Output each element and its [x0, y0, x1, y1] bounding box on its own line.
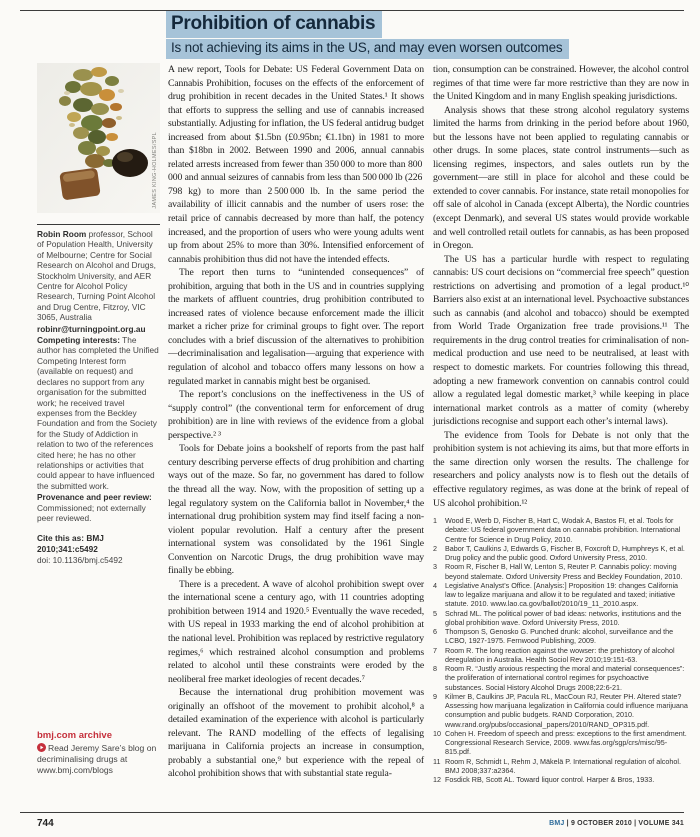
reference-text: Wood E, Werb D, Fischer B, Hart C, Wodak A, Bastos FI, et al. Tools for debate: US federal government data on cannabis prohibition. International Centre for Science in Drug Policy, 2010.: [445, 516, 681, 544]
photo-credit: JAMES KING-HOLMES/SPL: [151, 132, 158, 209]
reference-item: [433, 516, 689, 544]
author-info: [37, 229, 160, 323]
reference-list: [433, 516, 689, 784]
reference-item: [433, 581, 689, 609]
journal-name: BMJ: [549, 820, 565, 827]
reference-number: 8: [433, 664, 437, 674]
archive-box: [37, 730, 169, 776]
paragraph: The report then turns to “unintended consequences” of prohibition, arguing that both in the US and in countries supplying the markets of affluent countries, drug prohibition contributed to increased rates of violence because enforcement made the illicit market a richer prize for criminal groups to fight over. The report concludes with a brief discussion of the alternatives to prohibition—decriminalisation and legalisation—arguing that experience with regulation of alcohol and tobacco offers many lessons on how a regulated market in cannabis might best be organised.: [168, 267, 424, 387]
reference-text: Room R. The long reaction against the wowser: the prehistory of alcohol deregulation in Australia. Health Sociol Rev 2010;19:151-63.: [445, 645, 675, 664]
reference-item: [433, 664, 689, 692]
reference-number: 10: [433, 728, 441, 738]
author-name: Robin Room: [37, 229, 87, 239]
article-standfirst: Is not achieving its aims in the US, and may even worsen outcomes: [166, 39, 569, 59]
reference-item: [433, 775, 689, 784]
paragraph-continuation: tion, consumption can be constrained. However, the alcohol control regimes of that time were far more restrictive than they are now in the United Kingdom and in many English speaking jurisdictions.: [433, 64, 689, 103]
paragraph: There is a precedent. A wave of alcohol prohibition swept over the international scene a century ago, with 11 countries adopting prohibition between 1914 and 1920.⁵ Eventually the wave receded, with US repeal in 1933 marking the end of alcohol prohibition at the national level. Prohibition was replaced by restrictive regulatory regimes,⁶ which restrained alcohol consumption and problems related to alcohol until these constraints were eroded by the neoliberal free market ideologies of recent decades.⁷: [168, 578, 424, 685]
reference-number: 7: [433, 645, 437, 655]
reference-text: Room R, Fischer B, Hall W, Lenton S, Reuter P. Cannabis policy: moving beyond stalemate. Oxford University Press and Beckley Foundation, 2010.: [445, 562, 683, 581]
reference-number: 4: [433, 580, 437, 590]
column-1: [168, 63, 424, 812]
reference-number: 12: [433, 775, 441, 785]
provenance: [37, 492, 160, 523]
cite-doi: doi: 10.1136/bmj.c5492: [37, 555, 123, 566]
reference-text: Cohen H. Freedom of speech and press: exceptions to the first amendment. Congressional Research Service, 2009. www.fas.org/sgp/crs/misc/95-815.pdf.: [445, 728, 687, 757]
archive-text-block: [37, 743, 169, 776]
journal-footer: [549, 820, 684, 827]
reference-number: 5: [433, 608, 437, 618]
reference-text: Babor T, Caulkins J, Edwards G, Fischer B, Foxcroft D, Humphreys K, et al. Drug policy and the public good. Oxford University Press, 2010.: [445, 543, 685, 563]
cite-reference: BMJ 2010;341:c5492: [37, 533, 104, 554]
paragraph: Because the international drug prohibition movement was originally an offshoot of the movement to prohibit alcohol,⁸ a detailed examination of the experience with alcohol is particularly relevant. The RAND modelling of the effects of legalising marijuana in California projects an increase in consumption, probably a substantial one,⁹ but experience with the repeal of alcohol prohibition shows that with substantial state regula-: [168, 687, 424, 780]
author-affiliation: professor, School of Population Health, University of Melbourne; Centre for Social Research on Alcohol and Drugs, Stockholm University, and AER Centre for Alcohol Policy Research, Turning Point Alcohol and Drug Centre, Fitzroy, VIC 3065, Australia: [37, 229, 156, 323]
competing-interests: [37, 335, 160, 491]
reference-item: [433, 544, 689, 563]
reference-item: [433, 646, 689, 665]
citation: [37, 533, 160, 565]
reference-number: 11: [433, 756, 441, 766]
paragraph: A new report, Tools for Debate: US Federal Government Data on Cannabis Prohibition, focuses on the effects of the enforcement of drug prohibition in recent decades in the United States.¹ It shows that efforts to suppress the selling and use of cannabis increased substantially. Adjusting for inflation, the US federal antidrug budget increased from about $1.5bn (£0.95bn; €1.1bn) in 1981 to more than $18bn in 2002. Between 1990 and 2006, annual cannabis related arrests increased from fewer than 350 000 to more than 800 000 and annual seizures of cannabis from less than 500 000 lb (226 798 kg) to more than 2 500 000 lb. In the same period the availability of illicit cannabis and the number of users rose: the retail price of cannabis decreased by more than half, the potency increased, and the proportion of users who were young adults went up from about 25% to more than 30%. Intensified enforcement of cannabis prohibition thus did not have the intended effects.: [168, 64, 424, 265]
archive-heading: bmj.com archive: [37, 730, 112, 741]
provenance-label: Provenance and peer review:: [37, 492, 152, 503]
article-body: [168, 63, 689, 812]
cannabis-photo: [37, 63, 160, 213]
column-2: [433, 63, 689, 812]
competing-interests-text: The author has completed the Unified Competing Interest form (available on request) and declares no support from any organisation for the submitted work; he received travel expenses from the Beckley Foundation and from the Society for the Study of Addiction in relation to two of the references cited here; he has no other relationships or activities that could appear to have influenced the submitted work.: [37, 335, 159, 491]
reference-text: Thompson S, Genosko G. Punched drunk: alcohol, surveillance and the LCBO, 1927-1975. Fernwood Publishing, 2009.: [445, 627, 674, 646]
cite-label: Cite this as:: [37, 533, 85, 544]
article-header: [166, 11, 569, 59]
competing-interests-label: Competing interests:: [37, 335, 120, 346]
reference-item: [433, 627, 689, 646]
reference-item: [433, 729, 689, 757]
reference-number: 1: [433, 516, 437, 526]
reference-item: [433, 562, 689, 581]
reference-item: [433, 757, 689, 776]
reference-text: Room R, Schmidt L, Rehm J, Mäkelä P. International regulation of alcohol. BMJ 2008;337:a2364.: [445, 756, 681, 775]
bottom-rule: [20, 812, 684, 813]
paragraph: The evidence from Tools for Debate is not only that the prohibition system is not achieving its aims, but that more efforts in the same direction only worsen the results. The challenge for researchers and policy analysts now is to flesh out the details of effective regulatory regimes, as was done at the brink of repeal of US alcohol prohibition.¹²: [433, 429, 689, 509]
reference-item: [433, 609, 689, 628]
provenance-text: Commissioned; not externally peer reviewed.: [37, 502, 146, 523]
page-number: 744: [37, 818, 54, 829]
page-title: Prohibition of cannabis: [166, 11, 382, 38]
reference-item: [433, 692, 689, 729]
archive-text: Read Jeremy Sare’s blog on decriminalising drugs at www.bmj.com/blogs: [37, 743, 157, 775]
paragraph: The US has a particular hurdle with respect to regulating cannabis: US court decisions on “commercial free speech” question restrictions on advertising and promotion of a legal product.¹⁰ Barriers also exist at an international level. Psychoactive substances such as cannabis (and alcohol and tobacco) should be exempted from World Trade Organization free trade provisions.¹¹ The requirements in the drug control treaties for criminalisation of non-medical production and use need to be neutralised, at least with respect to domestic markets. For countries following this thread, adopting a new framework convention on cannabis control could allow a regulated legal domestic market,³ while keeping in place international market controls as a matter of comity (whereby jurisdictions recognise and support each other’s internal laws).: [433, 253, 689, 428]
reference-text: Kilmer B, Caulkins JP, Pacula RL, MacCoun RJ, Reuter PH. Altered state? Assessing how marijuana legalization in California could influence marijuana consumption and public budgets. RAND Corporation, 2010. www.rand.org/pubs/occasional_papers/2010/RAND_OP315.pdf.: [445, 691, 688, 729]
issue-info: | 9 OCTOBER 2010 | VOLUME 341: [564, 820, 684, 827]
sidebar: [37, 63, 160, 567]
reference-number: 6: [433, 627, 437, 637]
cannabis-photo-image: [37, 63, 160, 213]
reference-text: Room R. “Justly anxious respecting the moral and material consequences”: the proliferation of international control regimes for psychoactive substances. Social History Alcohol Drugs 2008;22:6-21.: [445, 664, 685, 692]
author-block: [37, 224, 160, 566]
reference-number: 3: [433, 562, 437, 572]
paragraph: Analysis shows that these strong alcohol regulatory systems limited the harms from drinking in the period before about 1960, but the lessons have not been applied to regulating cannabis or other drugs. In some places, state control instruments—such as licensing regimes, inspectors, and sales outlets run by the government—are still in place for alcohol and these could be extended to cover cannabis. For instance, state retail monopolies for off sale of alcohol in Canada (except Alberta), the Nordic countries (except Denmark), and several US states would provide workable and well controlled retail outlets for cannabis, as has been proposed in Oregon.: [433, 104, 689, 252]
paragraph: Tools for Debate joins a bookshelf of reports from the past half century describing perverse effects of drug prohibition and charting ways out of the maze. So far, no government has dared to follow the thread all the way. Now, with the proposition of setting up a legal regulatory system on the California ballot in November,⁴ the international drug prohibition system may find itself facing a non-violent popular revolution. Half a century after the present international system was consolidated by the 1961 Single Convention on Narcotic Drugs, the drug prohibition wave may finally be ebbing.: [168, 443, 424, 577]
author-email: robinr@turningpoint.org.au: [37, 323, 146, 334]
reference-number: 2: [433, 543, 437, 553]
reference-text: Fosdick RB, Scott AL. Toward liquor control. Harper & Bros, 1933.: [445, 775, 655, 785]
reference-text: Legislative Analyst’s Office. [Analysis:] Proposition 19: changes California law to legalize marijuana and allow it to be regulated and taxed; initiative statute. 2010. www.lao.ca.gov/ballot/2010/19_11_2010.aspx.: [445, 580, 679, 609]
paragraph: The report’s conclusions on the ineffectiveness in the US of “supply control” (the conventional term for enforcement of drug prohibition) are in line with reviews of the evidence from a global perspective.² ³: [168, 389, 424, 441]
play-icon: [37, 743, 46, 752]
reference-number: 9: [433, 691, 437, 701]
reference-text: Schrad ML. The political power of bad ideas: networks, institutions and the global prohibition wave. Oxford University Press, 2010.: [445, 608, 682, 627]
